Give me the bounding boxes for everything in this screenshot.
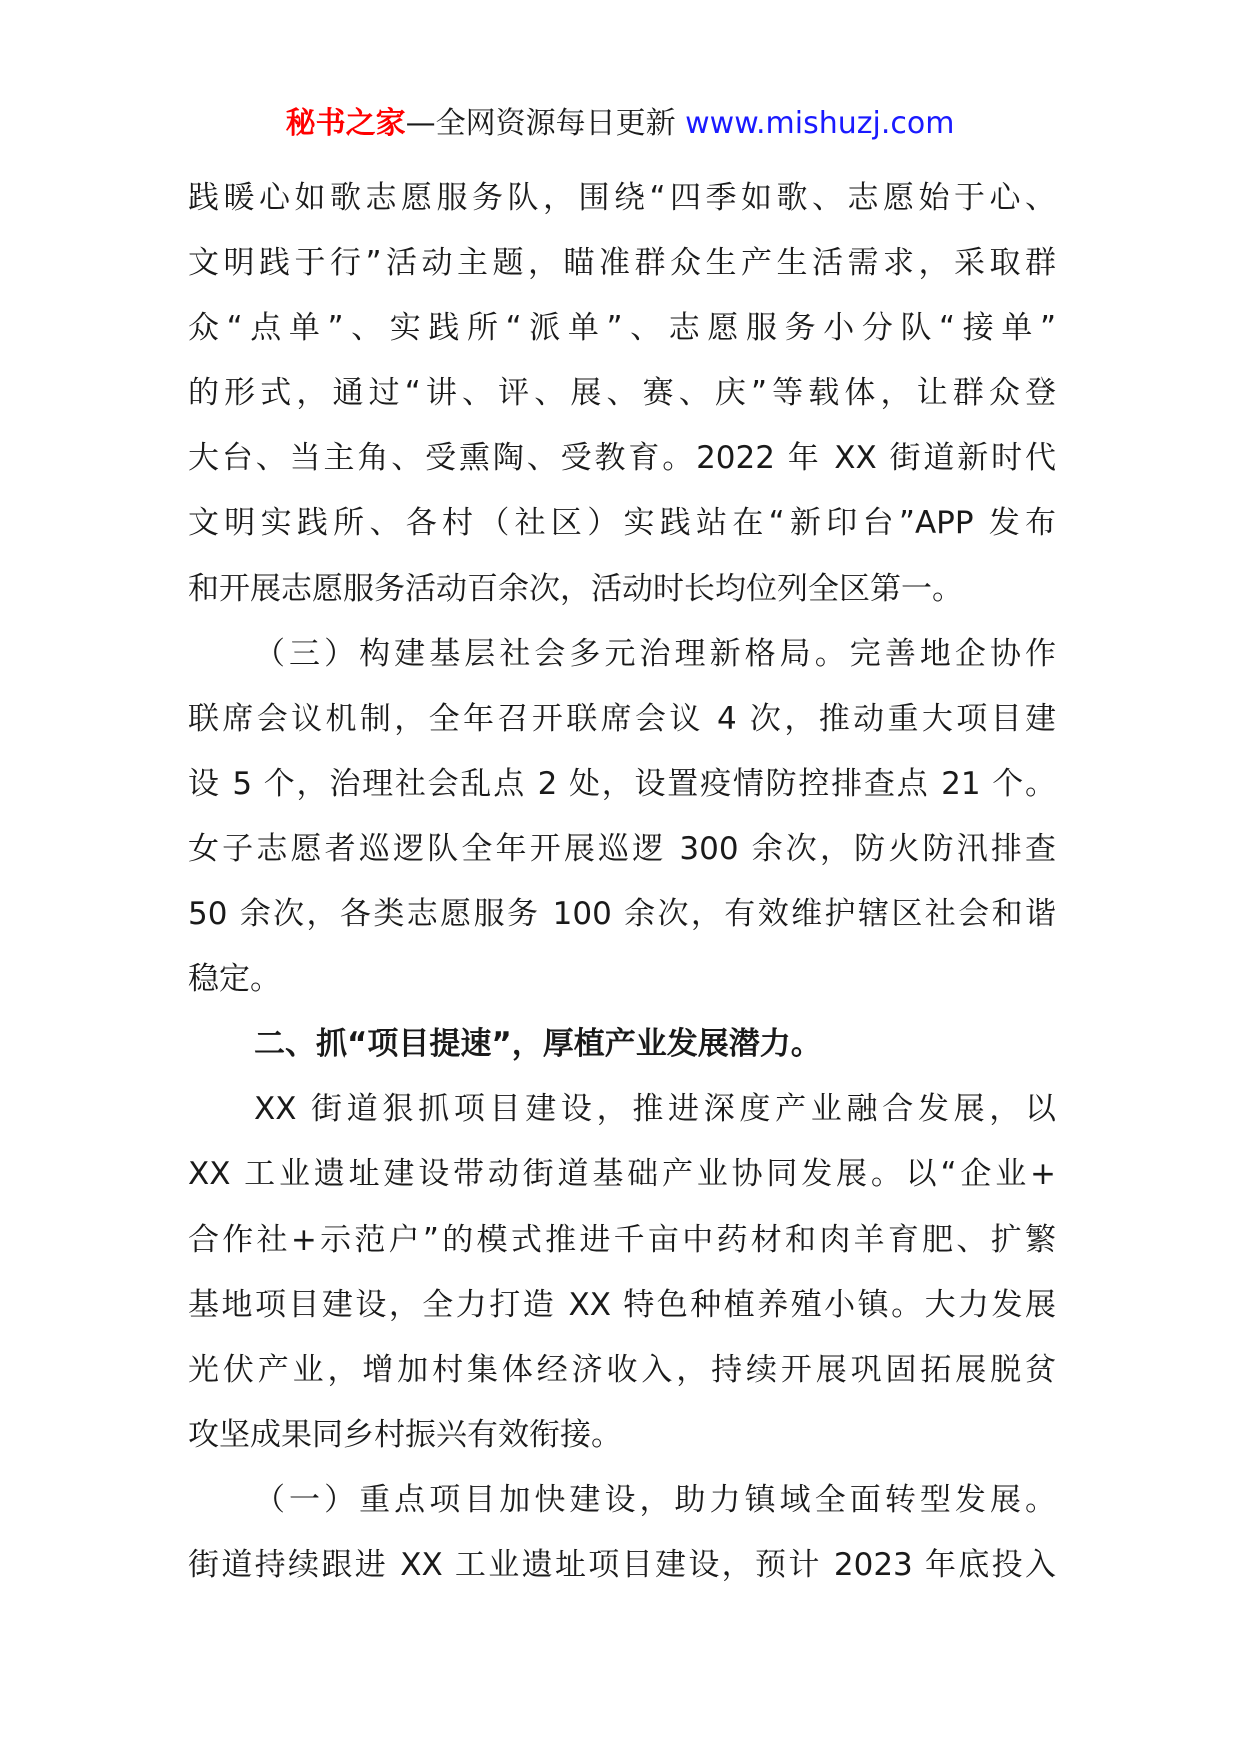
paragraph-line: 稳定。 <box>188 961 281 998</box>
paragraph-line: 大台、当主角、受熏陶、受教育。2022 年 XX 街道新时代 <box>188 440 1056 477</box>
site-header <box>0 104 1240 144</box>
paragraph-line: 50 余次，各类志愿服务 100 余次，有效维护辖区社会和谐 <box>188 896 1056 933</box>
paragraph-line: 女子志愿者巡逻队全年开展巡逻 300 余次，防火防汛排查 <box>188 830 1056 867</box>
paragraph-line: 街道持续跟进 XX 工业遗址项目建设，预计 2023 年底投入 <box>188 1546 1056 1583</box>
site-url-link[interactable]: www.mishuzj.com <box>685 106 955 141</box>
paragraph-line: 众“点单”、实践所“派单”、志愿服务小分队“接单” <box>188 310 1056 347</box>
paragraph-line: 设 5 个，治理社会乱点 2 处，设置疫情防控排查点 21 个。 <box>188 765 1056 802</box>
paragraph-line: XX 街道狠抓项目建设，推进深度产业融合发展，以 <box>254 1091 1056 1128</box>
paragraph-line: 践暖心如歌志愿服务队，围绕“四季如歌、志愿始于心、 <box>188 180 1056 216</box>
paragraph-line: 基地项目建设，全力打造 XX 特色种植养殖小镇。大力发展 <box>188 1286 1056 1323</box>
paragraph-line: 攻坚成果同乡村振兴有效衔接。 <box>188 1416 622 1453</box>
paragraph-line: 合作社+示范户”的模式推进千亩中药材和肉羊育肥、扩繁 <box>188 1221 1056 1258</box>
paragraph-line: 联席会议机制，全年召开联席会议 4 次，推动重大项目建 <box>188 700 1056 737</box>
paragraph-line: 文明践于行”活动主题，瞄准群众生产生活需求，采取群 <box>188 245 1056 282</box>
document-body <box>188 166 1056 1598</box>
paragraph-line: （三）构建基层社会多元治理新格局。完善地企协作 <box>254 635 1056 672</box>
paragraph-line: 和开展志愿服务活动百余次，活动时长均位列全区第一。 <box>188 570 963 607</box>
brand-name: 秘书之家 <box>285 106 406 141</box>
paragraph-line: 文明实践所、各村（社区）实践站在“新印台”APP 发布 <box>188 505 1056 542</box>
section-heading-line: 二、抓“项目提速”，厚植产业发展潜力。 <box>254 1026 822 1063</box>
paragraph-line: 的形式，通过“讲、评、展、赛、庆”等载体，让群众登 <box>188 375 1056 412</box>
site-tagline: —全网资源每日更新 <box>405 106 686 141</box>
paragraph-line: （一）重点项目加快建设，助力镇域全面转型发展。 <box>254 1481 1056 1518</box>
paragraph-line: 光伏产业，增加村集体经济收入，持续开展巩固拓展脱贫 <box>188 1351 1056 1388</box>
paragraph-line: XX 工业遗址建设带动街道基础产业协同发展。以“企业+ <box>188 1156 1056 1193</box>
